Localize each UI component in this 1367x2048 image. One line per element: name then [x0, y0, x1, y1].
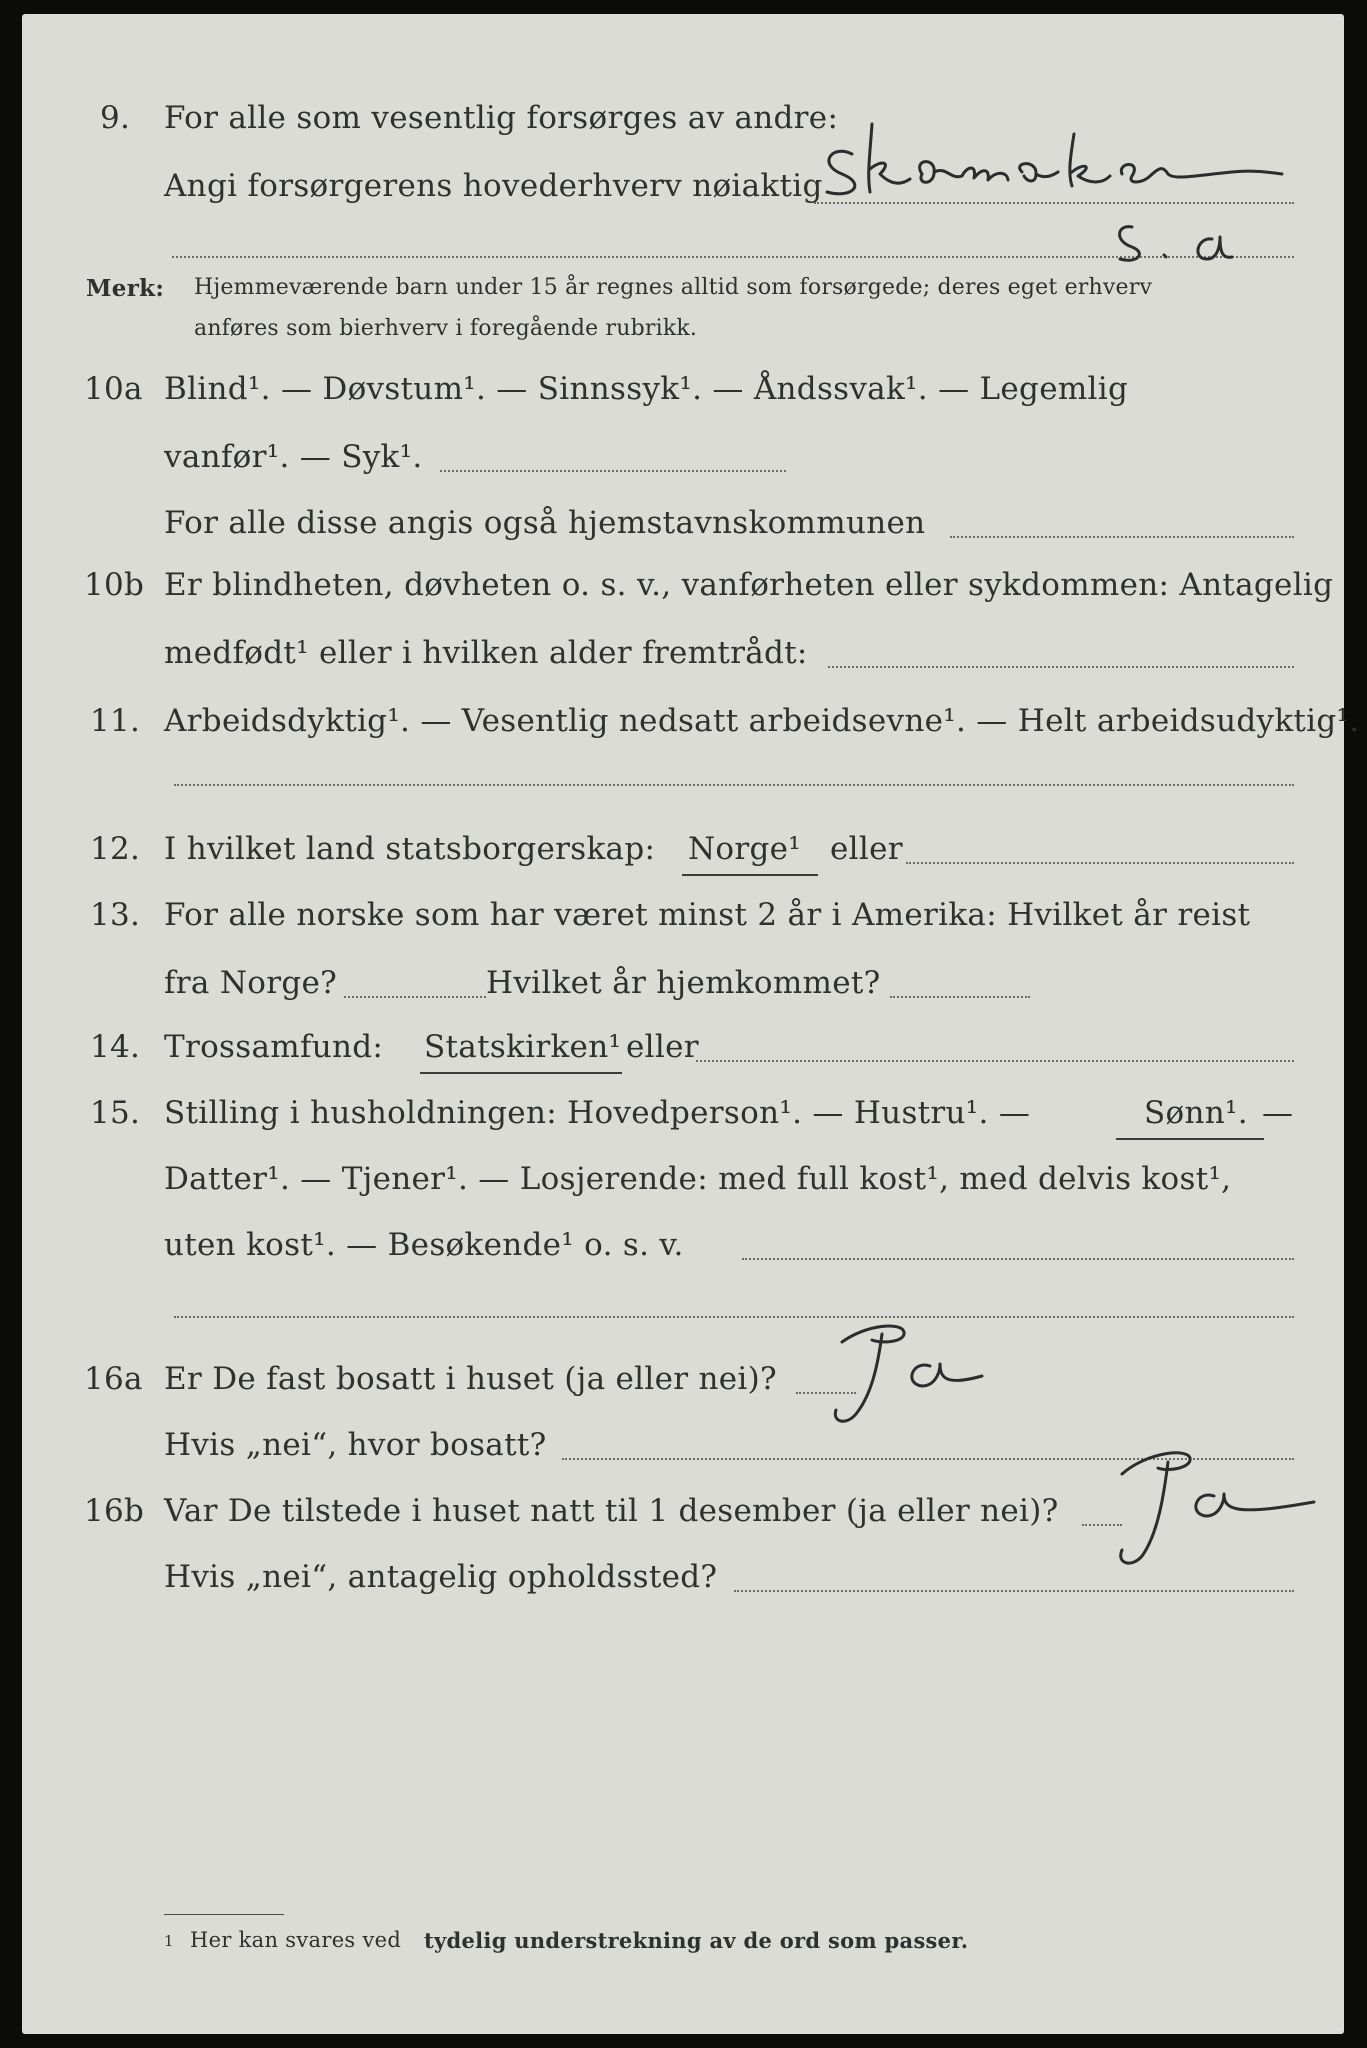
q16b-handwritten-answer	[1102, 1444, 1332, 1584]
q9-handwritten-answer	[812, 114, 1312, 204]
q10a-hjemstavn-line	[950, 536, 1294, 538]
q15-line1a: Stilling i husholdningen: Hovedperson¹. — Hustru¹. —	[164, 1095, 1031, 1131]
q9-number: 9.	[100, 100, 131, 136]
q12-norge-underline	[682, 874, 818, 876]
q10a-number: 10a	[84, 371, 143, 407]
q9-line1: For alle som vesentlig forsørges av andre:	[164, 100, 839, 136]
q12-suffix: eller	[830, 831, 903, 867]
q13-hjemkommet-line	[890, 996, 1030, 998]
q11-line1: Arbeidsdyktig¹. — Vesentlig nedsatt arbeidsevne¹. — Helt arbeidsudyktig¹.	[164, 703, 1360, 739]
q14-prefix: Trossamfund:	[164, 1029, 384, 1065]
q16a-line1: Er De fast bosatt i huset (ja eller nei)?	[164, 1361, 777, 1397]
q10a-syk-line	[440, 470, 786, 472]
q10a-line1: Blind¹. — Døvstum¹. — Sinnssyk¹. — Åndssvak¹. — Legemlig	[164, 371, 1129, 407]
q14-suffix: eller	[626, 1029, 699, 1065]
q12-prefix: I hvilket land statsborgerskap:	[164, 831, 656, 867]
q13-reist-line	[344, 996, 486, 998]
q10b-number: 10b	[84, 567, 145, 603]
merk-label: Merk:	[86, 275, 165, 302]
q11-number: 11.	[90, 703, 141, 739]
q15-answer-line	[742, 1258, 1294, 1260]
q15-sonn-underline	[1116, 1138, 1264, 1140]
q14-statskirken: Statskirken¹	[424, 1029, 622, 1065]
q13-line1: For alle norske som har været minst 2 år i Amerika: Hvilket år reist	[164, 897, 1251, 933]
q9-line2: Angi forsørgerens hovederhverv nøiaktig	[164, 168, 823, 204]
q15-line2: Datter¹. — Tjener¹. — Losjerende: med full kost¹, med delvis kost¹,	[164, 1161, 1232, 1197]
q16a-line2: Hvis „nei“, hvor bosatt?	[164, 1427, 547, 1463]
q13-number: 13.	[90, 897, 141, 933]
q12-number: 12.	[90, 831, 141, 867]
q15-blank-line	[174, 1316, 1294, 1318]
q16b-line1: Var De tilstede i huset natt til 1 desember (ja eller nei)?	[164, 1493, 1059, 1529]
q14-number: 14.	[90, 1029, 141, 1065]
q15-line3: uten kost¹. — Besøkende¹ o. s. v.	[164, 1227, 684, 1263]
q9-handwritten-answer-2	[1102, 209, 1282, 269]
footnote-text-a: Her kan svares ved	[190, 1928, 402, 1952]
merk-line1: Hjemmeværende barn under 15 år regnes alltid som forsørgede; deres eget erhverv	[194, 275, 1153, 300]
q11-blank-line	[174, 784, 1294, 786]
q12-answer-line	[906, 862, 1294, 864]
q15-line1b: —	[1262, 1095, 1294, 1131]
q10a-line3: For alle disse angis også hjemstavnskommunen	[164, 505, 926, 541]
census-form-page	[22, 14, 1360, 2034]
q14-answer-line	[696, 1060, 1294, 1062]
q16b-line2: Hvis „nei“, antagelig opholdssted?	[164, 1559, 718, 1595]
q13-line2a: fra Norge?	[164, 965, 338, 1001]
q10b-answer-line	[828, 666, 1294, 668]
merk-line2: anføres som bierhverv i foregående rubrikk.	[194, 316, 698, 341]
q15-number: 15.	[90, 1095, 141, 1131]
footnote-separator	[164, 1914, 284, 1915]
q10b-line1: Er blindheten, døvheten o. s. v., vanførheten eller sykdommen: Antagelig	[164, 567, 1334, 603]
footnote-text-b: tydelig understrekning av de ord som passer.	[424, 1928, 969, 1953]
q16a-handwritten-answer	[812, 1314, 1012, 1434]
q16b-number: 16b	[84, 1493, 145, 1529]
q13-line2b: Hvilket år hjemkommet?	[486, 965, 881, 1001]
q12-norge: Norge¹	[688, 831, 802, 867]
footnote-mark: 1	[164, 1932, 174, 1950]
q14-statskirken-underline	[420, 1072, 622, 1074]
q10b-line2: medfødt¹ eller i hvilken alder fremtrådt:	[164, 635, 808, 671]
q16a-number: 16a	[84, 1361, 143, 1397]
q16b-opholdssted-line	[734, 1590, 1294, 1592]
q10a-line2: vanfør¹. — Syk¹.	[164, 439, 423, 475]
q15-sonn: Sønn¹.	[1144, 1095, 1248, 1131]
